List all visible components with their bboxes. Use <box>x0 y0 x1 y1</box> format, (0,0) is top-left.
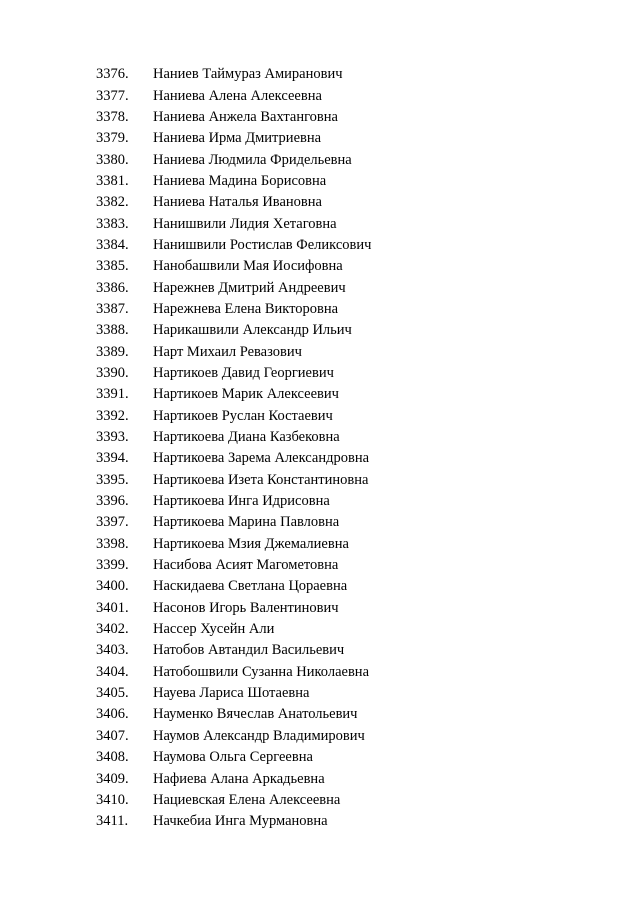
list-item <box>96 128 371 149</box>
entry-name: Нартикоева Мзия Джемалиевна <box>153 535 349 552</box>
list-item <box>96 256 371 277</box>
entry-name: Нартикоева Зарема Александровна <box>153 450 370 467</box>
entry-name: Нартикоева Марина Павловна <box>153 514 340 531</box>
list-item <box>96 811 371 832</box>
entry-name: Наскидаева Светлана Цораевна <box>153 578 348 595</box>
list-item <box>96 491 371 512</box>
list-item <box>96 341 371 362</box>
entry-number: 3398. <box>96 535 129 552</box>
list-item <box>96 149 371 170</box>
list-item <box>96 470 371 491</box>
entry-number: 3388. <box>96 322 129 339</box>
entry-number: 3377. <box>96 87 129 104</box>
list-item <box>96 704 371 725</box>
list-item <box>96 576 371 597</box>
entry-number: 3381. <box>96 172 129 189</box>
entry-number: 3410. <box>96 791 129 808</box>
list-item <box>96 726 371 747</box>
entry-name: Нартикоев Марик Алексеевич <box>153 386 339 403</box>
list-item <box>96 64 371 85</box>
entry-number: 3401. <box>96 599 129 616</box>
list-item <box>96 598 371 619</box>
entry-name: Насибова Асият Магометовна <box>153 557 339 574</box>
entry-number: 3389. <box>96 343 129 360</box>
entry-number: 3390. <box>96 364 129 381</box>
entry-name: Нарежнев Дмитрий Андреевич <box>153 279 346 296</box>
entry-name: Нассер Хусейн Али <box>153 621 275 638</box>
entry-name: Нарежнева Елена Викторовна <box>153 300 339 317</box>
entry-name: Начкебиа Инга Мурмановна <box>153 813 328 830</box>
list-item <box>96 512 371 533</box>
entry-number: 3402. <box>96 621 129 638</box>
entry-name: Науменко Вячеслав Анатольевич <box>153 706 358 723</box>
entry-number: 3387. <box>96 300 129 317</box>
entry-name: Нартикоева Диана Казбековна <box>153 429 340 446</box>
list-item <box>96 235 371 256</box>
entry-number: 3394. <box>96 450 129 467</box>
entry-name: Наумова Ольга Сергеевна <box>153 749 313 766</box>
entry-number: 3384. <box>96 236 129 253</box>
list-item <box>96 384 371 405</box>
entry-number: 3379. <box>96 130 129 147</box>
entry-name: Натобошвили Сузанна Николаевна <box>153 663 369 680</box>
list-item <box>96 662 371 683</box>
name-list <box>96 64 371 832</box>
entry-name: Наниева Ирма Дмитриевна <box>153 130 322 147</box>
entry-number: 3393. <box>96 429 129 446</box>
list-item <box>96 555 371 576</box>
entry-number: 3392. <box>96 407 129 424</box>
entry-number: 3405. <box>96 685 129 702</box>
list-item <box>96 790 371 811</box>
list-item <box>96 768 371 789</box>
entry-number: 3386. <box>96 279 129 296</box>
entry-number: 3407. <box>96 727 129 744</box>
entry-number: 3404. <box>96 663 129 680</box>
entry-name: Наниева Алена Алексеевна <box>153 87 322 104</box>
entry-number: 3383. <box>96 215 129 232</box>
entry-number: 3380. <box>96 151 129 168</box>
entry-number: 3397. <box>96 514 129 531</box>
entry-name: Наниева Людмила Фридельевна <box>153 151 352 168</box>
entry-number: 3391. <box>96 386 129 403</box>
list-item <box>96 747 371 768</box>
list-item <box>96 192 371 213</box>
entry-name: Нанобашвили Мая Иосифовна <box>153 258 343 275</box>
entry-name: Наниева Мадина Борисовна <box>153 172 327 189</box>
entry-number: 3376. <box>96 66 129 83</box>
entry-name: Нанишвили Лидия Хетаговна <box>153 215 337 232</box>
entry-number: 3408. <box>96 749 129 766</box>
list-item <box>96 363 371 384</box>
entry-number: 3395. <box>96 471 129 488</box>
list-item <box>96 320 371 341</box>
entry-name: Нартикоев Давид Георгиевич <box>153 364 334 381</box>
list-item <box>96 534 371 555</box>
entry-name: Нарикашвили Александр Ильич <box>153 322 352 339</box>
entry-name: Натобов Автандил Васильевич <box>153 642 345 659</box>
list-item <box>96 640 371 661</box>
list-item <box>96 85 371 106</box>
list-item <box>96 299 371 320</box>
entry-name: Нарт Михаил Ревазович <box>153 343 302 360</box>
entry-number: 3385. <box>96 258 129 275</box>
entry-name: Нанишвили Ростислав Феликсович <box>153 236 372 253</box>
entry-number: 3382. <box>96 194 129 211</box>
entry-name: Нартикоева Инга Идрисовна <box>153 493 330 510</box>
entry-name: Насонов Игорь Валентинович <box>153 599 339 616</box>
entry-number: 3399. <box>96 557 129 574</box>
list-item <box>96 277 371 298</box>
entry-number: 3403. <box>96 642 129 659</box>
list-item <box>96 171 371 192</box>
list-item <box>96 107 371 128</box>
entry-number: 3409. <box>96 770 129 787</box>
entry-number: 3406. <box>96 706 129 723</box>
list-item <box>96 448 371 469</box>
entry-name: Наумов Александр Владимирович <box>153 727 365 744</box>
list-item <box>96 683 371 704</box>
entry-number: 3411. <box>96 813 129 830</box>
list-item <box>96 406 371 427</box>
entry-name: Нартикоева Изета Константиновна <box>153 471 369 488</box>
entry-number: 3396. <box>96 493 129 510</box>
entry-name: Наниева Наталья Ивановна <box>153 194 322 211</box>
entry-name: Нафиева Алана Аркадьевна <box>153 770 325 787</box>
entry-name: Нациевская Елена Алексеевна <box>153 791 341 808</box>
entry-name: Науева Лариса Шотаевна <box>153 685 310 702</box>
entry-name: Наниев Таймураз Амиранович <box>153 66 343 83</box>
entry-name: Наниева Анжела Вахтанговна <box>153 108 338 125</box>
list-item <box>96 619 371 640</box>
entry-name: Нартикоев Руслан Костаевич <box>153 407 333 424</box>
entry-number: 3378. <box>96 108 129 125</box>
list-item <box>96 427 371 448</box>
entry-number: 3400. <box>96 578 129 595</box>
list-item <box>96 213 371 234</box>
